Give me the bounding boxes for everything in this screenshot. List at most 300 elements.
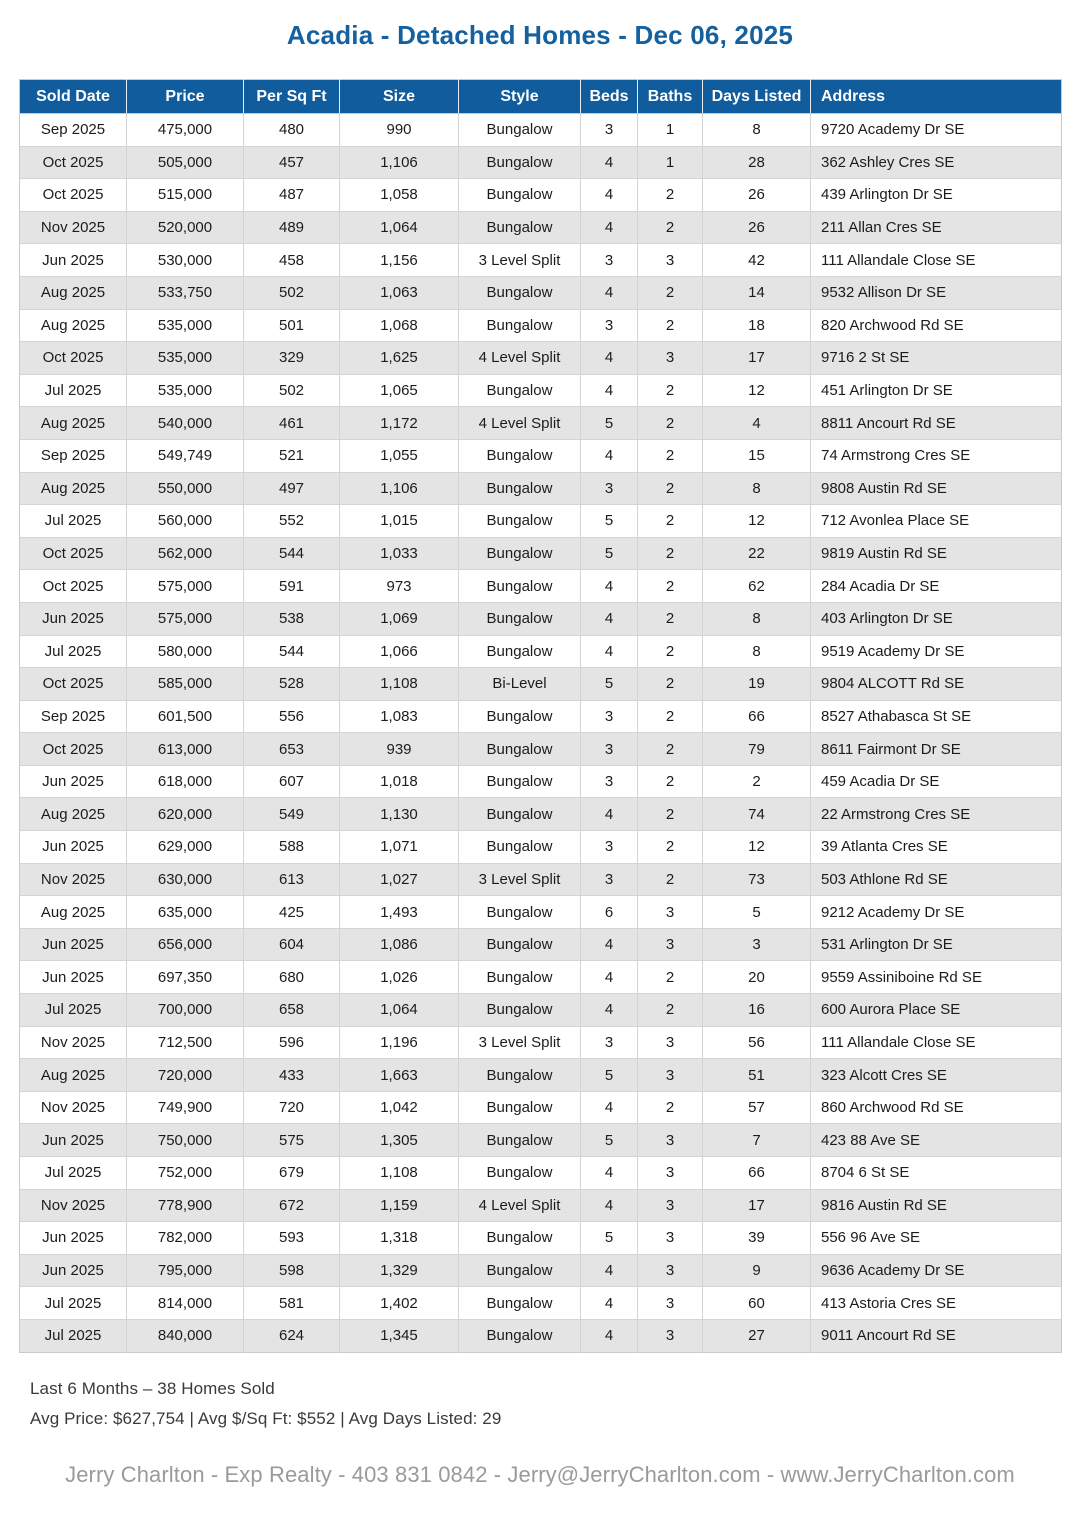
- cell-style: Bungalow: [459, 439, 581, 472]
- cell-address: 284 Acadia Dr SE: [811, 570, 1062, 603]
- cell-beds: 4: [581, 342, 638, 375]
- cell-beds: 4: [581, 994, 638, 1027]
- cell-baths: 2: [638, 309, 703, 342]
- cell-days-listed: 12: [703, 831, 811, 864]
- cell-sold-date: Jul 2025: [20, 1319, 127, 1352]
- cell-days-listed: 74: [703, 798, 811, 831]
- cell-days-listed: 26: [703, 179, 811, 212]
- cell-sold-date: Aug 2025: [20, 1059, 127, 1092]
- cell-style: Bi-Level: [459, 668, 581, 701]
- cell-days-listed: 28: [703, 146, 811, 179]
- table-header-row: [20, 80, 1062, 114]
- cell-price: 515,000: [127, 179, 244, 212]
- cell-per-sq-ft: 457: [244, 146, 340, 179]
- cell-sold-date: Nov 2025: [20, 211, 127, 244]
- cell-baths: 2: [638, 472, 703, 505]
- table-row: [20, 537, 1062, 570]
- cell-address: 362 Ashley Cres SE: [811, 146, 1062, 179]
- table-row: [20, 374, 1062, 407]
- cell-style: Bungalow: [459, 928, 581, 961]
- cell-style: 4 Level Split: [459, 342, 581, 375]
- cell-per-sq-ft: 487: [244, 179, 340, 212]
- cell-beds: 3: [581, 114, 638, 147]
- cell-address: 74 Armstrong Cres SE: [811, 439, 1062, 472]
- table-body: [20, 114, 1062, 1353]
- table-row: [20, 602, 1062, 635]
- cell-per-sq-ft: 538: [244, 602, 340, 635]
- cell-days-listed: 9: [703, 1254, 811, 1287]
- table-row: [20, 994, 1062, 1027]
- cell-size: 1,083: [340, 700, 459, 733]
- table-row: [20, 244, 1062, 277]
- cell-price: 752,000: [127, 1157, 244, 1190]
- cell-baths: 2: [638, 733, 703, 766]
- cell-days-listed: 39: [703, 1222, 811, 1255]
- cell-baths: 2: [638, 700, 703, 733]
- cell-style: Bungalow: [459, 1091, 581, 1124]
- cell-baths: 2: [638, 179, 703, 212]
- cell-price: 533,750: [127, 276, 244, 309]
- cell-days-listed: 15: [703, 439, 811, 472]
- table-row: [20, 179, 1062, 212]
- table-header: [20, 80, 1062, 114]
- cell-beds: 3: [581, 765, 638, 798]
- cell-address: 111 Allandale Close SE: [811, 244, 1062, 277]
- cell-sold-date: Sep 2025: [20, 700, 127, 733]
- cell-per-sq-ft: 458: [244, 244, 340, 277]
- cell-baths: 3: [638, 1189, 703, 1222]
- column-header[interactable]: Per Sq Ft: [244, 80, 340, 114]
- cell-address: 111 Allandale Close SE: [811, 1026, 1062, 1059]
- cell-style: Bungalow: [459, 602, 581, 635]
- cell-baths: 3: [638, 1254, 703, 1287]
- cell-address: 9559 Assiniboine Rd SE: [811, 961, 1062, 994]
- cell-style: Bungalow: [459, 211, 581, 244]
- cell-size: 1,172: [340, 407, 459, 440]
- table-row: [20, 1319, 1062, 1352]
- cell-size: 1,159: [340, 1189, 459, 1222]
- cell-days-listed: 22: [703, 537, 811, 570]
- cell-beds: 4: [581, 276, 638, 309]
- column-header[interactable]: Baths: [638, 80, 703, 114]
- cell-per-sq-ft: 556: [244, 700, 340, 733]
- cell-price: 814,000: [127, 1287, 244, 1320]
- cell-baths: 2: [638, 211, 703, 244]
- cell-baths: 3: [638, 896, 703, 929]
- cell-days-listed: 17: [703, 342, 811, 375]
- cell-baths: 2: [638, 961, 703, 994]
- cell-address: 439 Arlington Dr SE: [811, 179, 1062, 212]
- cell-style: Bungalow: [459, 733, 581, 766]
- sold-homes-table: [19, 79, 1062, 1353]
- cell-price: 505,000: [127, 146, 244, 179]
- cell-per-sq-ft: 624: [244, 1319, 340, 1352]
- cell-price: 629,000: [127, 831, 244, 864]
- cell-beds: 4: [581, 1319, 638, 1352]
- table-row: [20, 146, 1062, 179]
- cell-address: 600 Aurora Place SE: [811, 994, 1062, 1027]
- cell-days-listed: 16: [703, 994, 811, 1027]
- cell-sold-date: Jul 2025: [20, 994, 127, 1027]
- cell-style: Bungalow: [459, 472, 581, 505]
- cell-address: 9519 Academy Dr SE: [811, 635, 1062, 668]
- cell-per-sq-ft: 497: [244, 472, 340, 505]
- cell-days-listed: 2: [703, 765, 811, 798]
- table-row: [20, 472, 1062, 505]
- cell-baths: 2: [638, 863, 703, 896]
- cell-address: 9804 ALCOTT Rd SE: [811, 668, 1062, 701]
- table-row: [20, 1157, 1062, 1190]
- cell-days-listed: 8: [703, 472, 811, 505]
- cell-address: 9816 Austin Rd SE: [811, 1189, 1062, 1222]
- cell-style: Bungalow: [459, 961, 581, 994]
- cell-price: 575,000: [127, 602, 244, 635]
- cell-per-sq-ft: 591: [244, 570, 340, 603]
- cell-price: 601,500: [127, 700, 244, 733]
- cell-baths: 3: [638, 928, 703, 961]
- cell-days-listed: 18: [703, 309, 811, 342]
- table-row: [20, 1287, 1062, 1320]
- cell-per-sq-ft: 502: [244, 374, 340, 407]
- cell-sold-date: Aug 2025: [20, 472, 127, 505]
- cell-sold-date: Jun 2025: [20, 961, 127, 994]
- cell-address: 451 Arlington Dr SE: [811, 374, 1062, 407]
- cell-per-sq-ft: 502: [244, 276, 340, 309]
- cell-beds: 5: [581, 668, 638, 701]
- cell-style: 4 Level Split: [459, 407, 581, 440]
- cell-style: 3 Level Split: [459, 244, 581, 277]
- cell-baths: 2: [638, 505, 703, 538]
- cell-size: 1,033: [340, 537, 459, 570]
- cell-days-listed: 60: [703, 1287, 811, 1320]
- cell-sold-date: Oct 2025: [20, 146, 127, 179]
- cell-beds: 4: [581, 1287, 638, 1320]
- cell-baths: 2: [638, 831, 703, 864]
- cell-style: Bungalow: [459, 1059, 581, 1092]
- cell-baths: 3: [638, 1059, 703, 1092]
- cell-beds: 4: [581, 798, 638, 831]
- cell-address: 9636 Academy Dr SE: [811, 1254, 1062, 1287]
- cell-per-sq-ft: 680: [244, 961, 340, 994]
- cell-address: 22 Armstrong Cres SE: [811, 798, 1062, 831]
- cell-address: 712 Avonlea Place SE: [811, 505, 1062, 538]
- cell-price: 778,900: [127, 1189, 244, 1222]
- cell-beds: 5: [581, 537, 638, 570]
- cell-beds: 4: [581, 211, 638, 244]
- cell-price: 618,000: [127, 765, 244, 798]
- column-header[interactable]: Days Listed: [703, 80, 811, 114]
- cell-per-sq-ft: 552: [244, 505, 340, 538]
- cell-per-sq-ft: 528: [244, 668, 340, 701]
- cell-per-sq-ft: 575: [244, 1124, 340, 1157]
- cell-per-sq-ft: 329: [244, 342, 340, 375]
- cell-style: Bungalow: [459, 179, 581, 212]
- cell-price: 700,000: [127, 994, 244, 1027]
- page-title: Acadia - Detached Homes - Dec 06, 2025: [286, 20, 794, 50]
- cell-per-sq-ft: 461: [244, 407, 340, 440]
- cell-days-listed: 4: [703, 407, 811, 440]
- cell-price: 475,000: [127, 114, 244, 147]
- table-row: [20, 1091, 1062, 1124]
- cell-baths: 3: [638, 342, 703, 375]
- cell-sold-date: Nov 2025: [20, 1091, 127, 1124]
- table-row: [20, 439, 1062, 472]
- column-header[interactable]: Beds: [581, 80, 638, 114]
- cell-style: Bungalow: [459, 374, 581, 407]
- cell-price: 697,350: [127, 961, 244, 994]
- cell-price: 575,000: [127, 570, 244, 603]
- cell-days-listed: 8: [703, 602, 811, 635]
- cell-days-listed: 12: [703, 505, 811, 538]
- cell-address: 860 Archwood Rd SE: [811, 1091, 1062, 1124]
- cell-size: 1,329: [340, 1254, 459, 1287]
- cell-style: Bungalow: [459, 700, 581, 733]
- cell-beds: 4: [581, 146, 638, 179]
- cell-style: Bungalow: [459, 1319, 581, 1352]
- table-row: [20, 1059, 1062, 1092]
- cell-days-listed: 5: [703, 896, 811, 929]
- table-row: [20, 863, 1062, 896]
- cell-style: 3 Level Split: [459, 1026, 581, 1059]
- cell-per-sq-ft: 596: [244, 1026, 340, 1059]
- cell-address: 556 96 Ave SE: [811, 1222, 1062, 1255]
- cell-size: 1,156: [340, 244, 459, 277]
- cell-per-sq-ft: 501: [244, 309, 340, 342]
- column-header[interactable]: Address: [811, 80, 1062, 114]
- cell-per-sq-ft: 607: [244, 765, 340, 798]
- cell-sold-date: Nov 2025: [20, 863, 127, 896]
- cell-address: 39 Atlanta Cres SE: [811, 831, 1062, 864]
- cell-sold-date: Sep 2025: [20, 439, 127, 472]
- cell-sold-date: Jun 2025: [20, 1222, 127, 1255]
- cell-style: Bungalow: [459, 537, 581, 570]
- cell-beds: 5: [581, 1222, 638, 1255]
- cell-days-listed: 17: [703, 1189, 811, 1222]
- cell-days-listed: 12: [703, 374, 811, 407]
- cell-size: 939: [340, 733, 459, 766]
- cell-per-sq-ft: 598: [244, 1254, 340, 1287]
- cell-address: 8611 Fairmont Dr SE: [811, 733, 1062, 766]
- cell-beds: 4: [581, 1091, 638, 1124]
- cell-days-listed: 26: [703, 211, 811, 244]
- cell-price: 530,000: [127, 244, 244, 277]
- cell-sold-date: Jun 2025: [20, 1254, 127, 1287]
- cell-size: 1,196: [340, 1026, 459, 1059]
- table-row: [20, 1124, 1062, 1157]
- cell-address: 413 Astoria Cres SE: [811, 1287, 1062, 1320]
- cell-sold-date: Jul 2025: [20, 635, 127, 668]
- cell-size: 1,402: [340, 1287, 459, 1320]
- cell-price: 656,000: [127, 928, 244, 961]
- cell-beds: 5: [581, 1124, 638, 1157]
- cell-price: 540,000: [127, 407, 244, 440]
- cell-per-sq-ft: 425: [244, 896, 340, 929]
- cell-price: 749,900: [127, 1091, 244, 1124]
- cell-beds: 5: [581, 505, 638, 538]
- cell-sold-date: Jun 2025: [20, 1124, 127, 1157]
- cell-per-sq-ft: 588: [244, 831, 340, 864]
- cell-address: 9808 Austin Rd SE: [811, 472, 1062, 505]
- cell-beds: 4: [581, 570, 638, 603]
- cell-beds: 4: [581, 1157, 638, 1190]
- cell-beds: 3: [581, 700, 638, 733]
- cell-price: 782,000: [127, 1222, 244, 1255]
- cell-sold-date: Oct 2025: [20, 733, 127, 766]
- summary-period: Last 6 Months – 38 Homes Sold: [30, 1379, 275, 1398]
- cell-address: 9532 Allison Dr SE: [811, 276, 1062, 309]
- cell-baths: 3: [638, 1222, 703, 1255]
- table-row: [20, 896, 1062, 929]
- cell-baths: 2: [638, 798, 703, 831]
- cell-size: 1,064: [340, 994, 459, 1027]
- cell-days-listed: 51: [703, 1059, 811, 1092]
- cell-beds: 4: [581, 179, 638, 212]
- cell-baths: 3: [638, 244, 703, 277]
- cell-per-sq-ft: 521: [244, 439, 340, 472]
- cell-sold-date: Jun 2025: [20, 602, 127, 635]
- cell-sold-date: Aug 2025: [20, 896, 127, 929]
- cell-price: 630,000: [127, 863, 244, 896]
- table-row: [20, 505, 1062, 538]
- table-row: [20, 570, 1062, 603]
- table-row: [20, 309, 1062, 342]
- cell-address: 9720 Academy Dr SE: [811, 114, 1062, 147]
- cell-beds: 3: [581, 472, 638, 505]
- cell-style: Bungalow: [459, 505, 581, 538]
- cell-per-sq-ft: 433: [244, 1059, 340, 1092]
- cell-per-sq-ft: 581: [244, 1287, 340, 1320]
- cell-beds: 3: [581, 831, 638, 864]
- cell-beds: 6: [581, 896, 638, 929]
- cell-size: 1,042: [340, 1091, 459, 1124]
- cell-size: 1,305: [340, 1124, 459, 1157]
- cell-address: 9716 2 St SE: [811, 342, 1062, 375]
- cell-baths: 3: [638, 1124, 703, 1157]
- cell-per-sq-ft: 672: [244, 1189, 340, 1222]
- cell-per-sq-ft: 480: [244, 114, 340, 147]
- cell-style: Bungalow: [459, 1254, 581, 1287]
- cell-baths: 2: [638, 407, 703, 440]
- table-row: [20, 635, 1062, 668]
- cell-size: 1,026: [340, 961, 459, 994]
- column-header[interactable]: Price: [127, 80, 244, 114]
- cell-days-listed: 19: [703, 668, 811, 701]
- cell-baths: 2: [638, 994, 703, 1027]
- cell-days-listed: 79: [703, 733, 811, 766]
- cell-baths: 3: [638, 1026, 703, 1059]
- cell-baths: 3: [638, 1157, 703, 1190]
- cell-style: Bungalow: [459, 896, 581, 929]
- cell-beds: 4: [581, 439, 638, 472]
- table-row: [20, 1254, 1062, 1287]
- cell-size: 1,663: [340, 1059, 459, 1092]
- cell-sold-date: Oct 2025: [20, 342, 127, 375]
- cell-beds: 4: [581, 374, 638, 407]
- column-header[interactable]: Size: [340, 80, 459, 114]
- cell-sold-date: Oct 2025: [20, 179, 127, 212]
- cell-per-sq-ft: 544: [244, 537, 340, 570]
- cell-address: 403 Arlington Dr SE: [811, 602, 1062, 635]
- cell-size: 1,069: [340, 602, 459, 635]
- cell-size: 1,130: [340, 798, 459, 831]
- cell-beds: 5: [581, 407, 638, 440]
- cell-baths: 2: [638, 765, 703, 798]
- cell-address: 8527 Athabasca St SE: [811, 700, 1062, 733]
- cell-price: 795,000: [127, 1254, 244, 1287]
- cell-style: Bungalow: [459, 831, 581, 864]
- cell-beds: 4: [581, 1254, 638, 1287]
- cell-days-listed: 66: [703, 1157, 811, 1190]
- table-row: [20, 276, 1062, 309]
- cell-baths: 3: [638, 1319, 703, 1352]
- cell-price: 535,000: [127, 374, 244, 407]
- cell-baths: 3: [638, 1287, 703, 1320]
- cell-sold-date: Jun 2025: [20, 765, 127, 798]
- cell-style: Bungalow: [459, 276, 581, 309]
- cell-sold-date: Oct 2025: [20, 570, 127, 603]
- cell-days-listed: 62: [703, 570, 811, 603]
- cell-days-listed: 14: [703, 276, 811, 309]
- column-header[interactable]: Sold Date: [20, 80, 127, 114]
- cell-per-sq-ft: 720: [244, 1091, 340, 1124]
- cell-sold-date: Nov 2025: [20, 1026, 127, 1059]
- table-row: [20, 668, 1062, 701]
- cell-sold-date: Nov 2025: [20, 1189, 127, 1222]
- cell-style: Bungalow: [459, 635, 581, 668]
- table-row: [20, 407, 1062, 440]
- cell-size: 1,027: [340, 863, 459, 896]
- cell-per-sq-ft: 489: [244, 211, 340, 244]
- cell-sold-date: Jul 2025: [20, 505, 127, 538]
- summary-stats: Avg Price: $627,754 | Avg $/Sq Ft: $552 | Avg Days Listed: 29: [30, 1409, 502, 1428]
- cell-per-sq-ft: 658: [244, 994, 340, 1027]
- cell-size: 1,071: [340, 831, 459, 864]
- column-header[interactable]: Style: [459, 80, 581, 114]
- table-row: [20, 1222, 1062, 1255]
- cell-size: 1,106: [340, 472, 459, 505]
- cell-size: 1,018: [340, 765, 459, 798]
- cell-size: 1,015: [340, 505, 459, 538]
- cell-address: 820 Archwood Rd SE: [811, 309, 1062, 342]
- cell-per-sq-ft: 549: [244, 798, 340, 831]
- table-row: [20, 211, 1062, 244]
- cell-baths: 2: [638, 439, 703, 472]
- table-row: [20, 961, 1062, 994]
- cell-days-listed: 7: [703, 1124, 811, 1157]
- cell-size: 973: [340, 570, 459, 603]
- cell-per-sq-ft: 613: [244, 863, 340, 896]
- cell-beds: 3: [581, 733, 638, 766]
- cell-beds: 4: [581, 961, 638, 994]
- cell-price: 620,000: [127, 798, 244, 831]
- cell-address: 8704 6 St SE: [811, 1157, 1062, 1190]
- cell-beds: 3: [581, 1026, 638, 1059]
- cell-address: 323 Alcott Cres SE: [811, 1059, 1062, 1092]
- cell-price: 520,000: [127, 211, 244, 244]
- cell-address: 9011 Ancourt Rd SE: [811, 1319, 1062, 1352]
- cell-beds: 4: [581, 602, 638, 635]
- cell-size: 1,625: [340, 342, 459, 375]
- cell-address: 459 Acadia Dr SE: [811, 765, 1062, 798]
- cell-style: Bungalow: [459, 765, 581, 798]
- cell-price: 712,500: [127, 1026, 244, 1059]
- cell-baths: 2: [638, 668, 703, 701]
- cell-size: 1,058: [340, 179, 459, 212]
- cell-style: 4 Level Split: [459, 1189, 581, 1222]
- cell-size: 1,108: [340, 1157, 459, 1190]
- cell-style: 3 Level Split: [459, 863, 581, 896]
- cell-sold-date: Aug 2025: [20, 309, 127, 342]
